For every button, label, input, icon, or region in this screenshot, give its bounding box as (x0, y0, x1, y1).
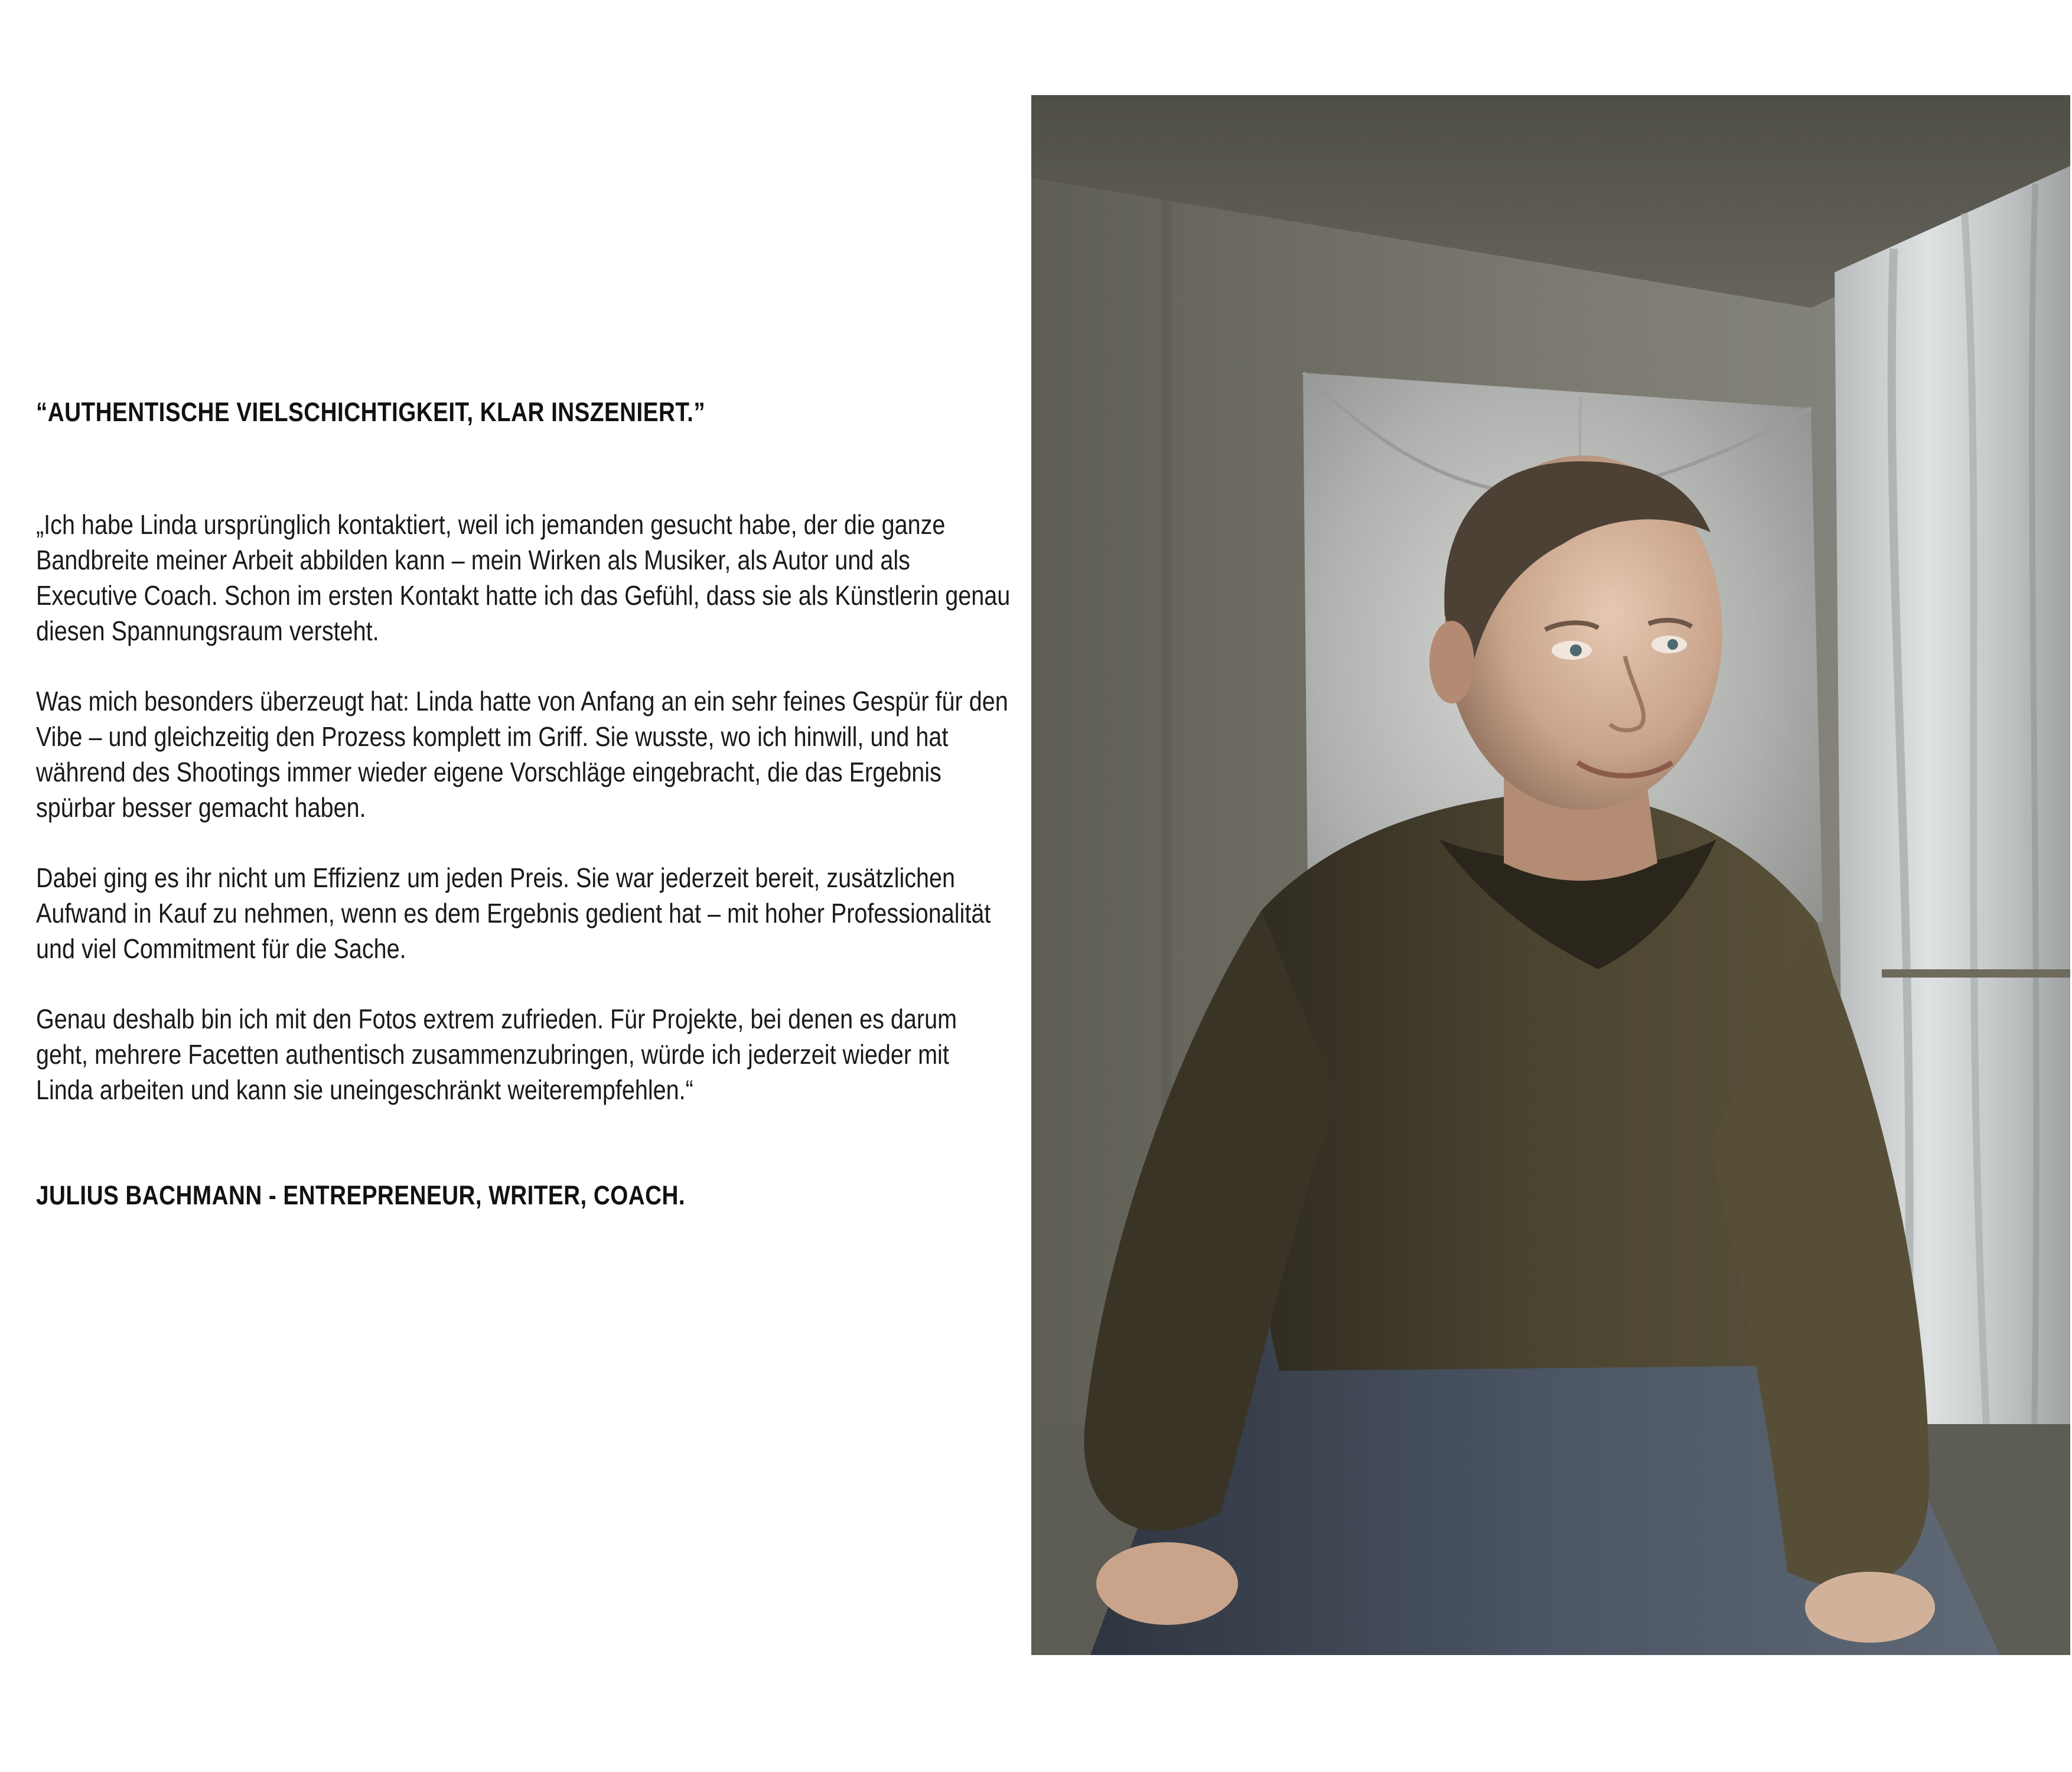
testimonial-text-column (36, 0, 1017, 1772)
quote-paragraph-2: Was mich besonders überzeugt hat: Linda hatte von Anfang an ein sehr feines Gespür für den Vibe – und gleichzeitig den Prozess komplett im Griff. Sie wusste, wo ich hinwill, und hat während des Shootings immer wieder eigene Vorschläge eingebracht, die das Ergebnis spürbar besser gemacht haben. (36, 686, 1008, 823)
window-rail (1882, 969, 2070, 978)
testimonial-quote (36, 507, 1011, 1142)
quote-paragraph-1: „Ich habe Linda ursprünglich kontaktiert, weil ich jemanden gesucht habe, der die ganze Bandbreite meiner Arbeit abbilden kann – mein Wirken als Musiker, als Autor und als Executive Coach. Schon im ersten Kontakt hatte ich das Gefühl, dass sie als Künstlerin genau diesen Spannungsraum versteht. (36, 509, 1011, 646)
portrait-photo (1031, 95, 2070, 1655)
quote-paragraph-3: Dabei ging es ihr nicht um Effizienz um jeden Preis. Sie war jederzeit bereit, zusätzlichen Aufwand in Kauf zu nehmen, wenn es dem Ergebnis gedient hat – mit hoher Professionalität und viel Commitment für die Sache. (36, 862, 991, 964)
portrait-illustration (1031, 95, 2070, 1655)
right-hand (1805, 1572, 1935, 1643)
ear (1429, 621, 1474, 703)
left-hand (1096, 1542, 1238, 1625)
testimonial-headline: “AUTHENTISCHE VIELSCHICHTIGKEIT, KLAR INSZENIERT.” (36, 397, 706, 427)
quote-paragraph-4: Genau deshalb bin ich mit den Fotos extrem zufrieden. Für Projekte, bei denen es darum geht, mehrere Facetten authentisch zusammenzubringen, würde ich jederzeit wieder mit Linda arbeiten und kann sie uneingeschränkt weiterempfehlen.“ (36, 1004, 957, 1105)
testimonial-attribution: JULIUS BACHMANN - ENTREPRENEUR, WRITER, COACH. (36, 1180, 686, 1210)
